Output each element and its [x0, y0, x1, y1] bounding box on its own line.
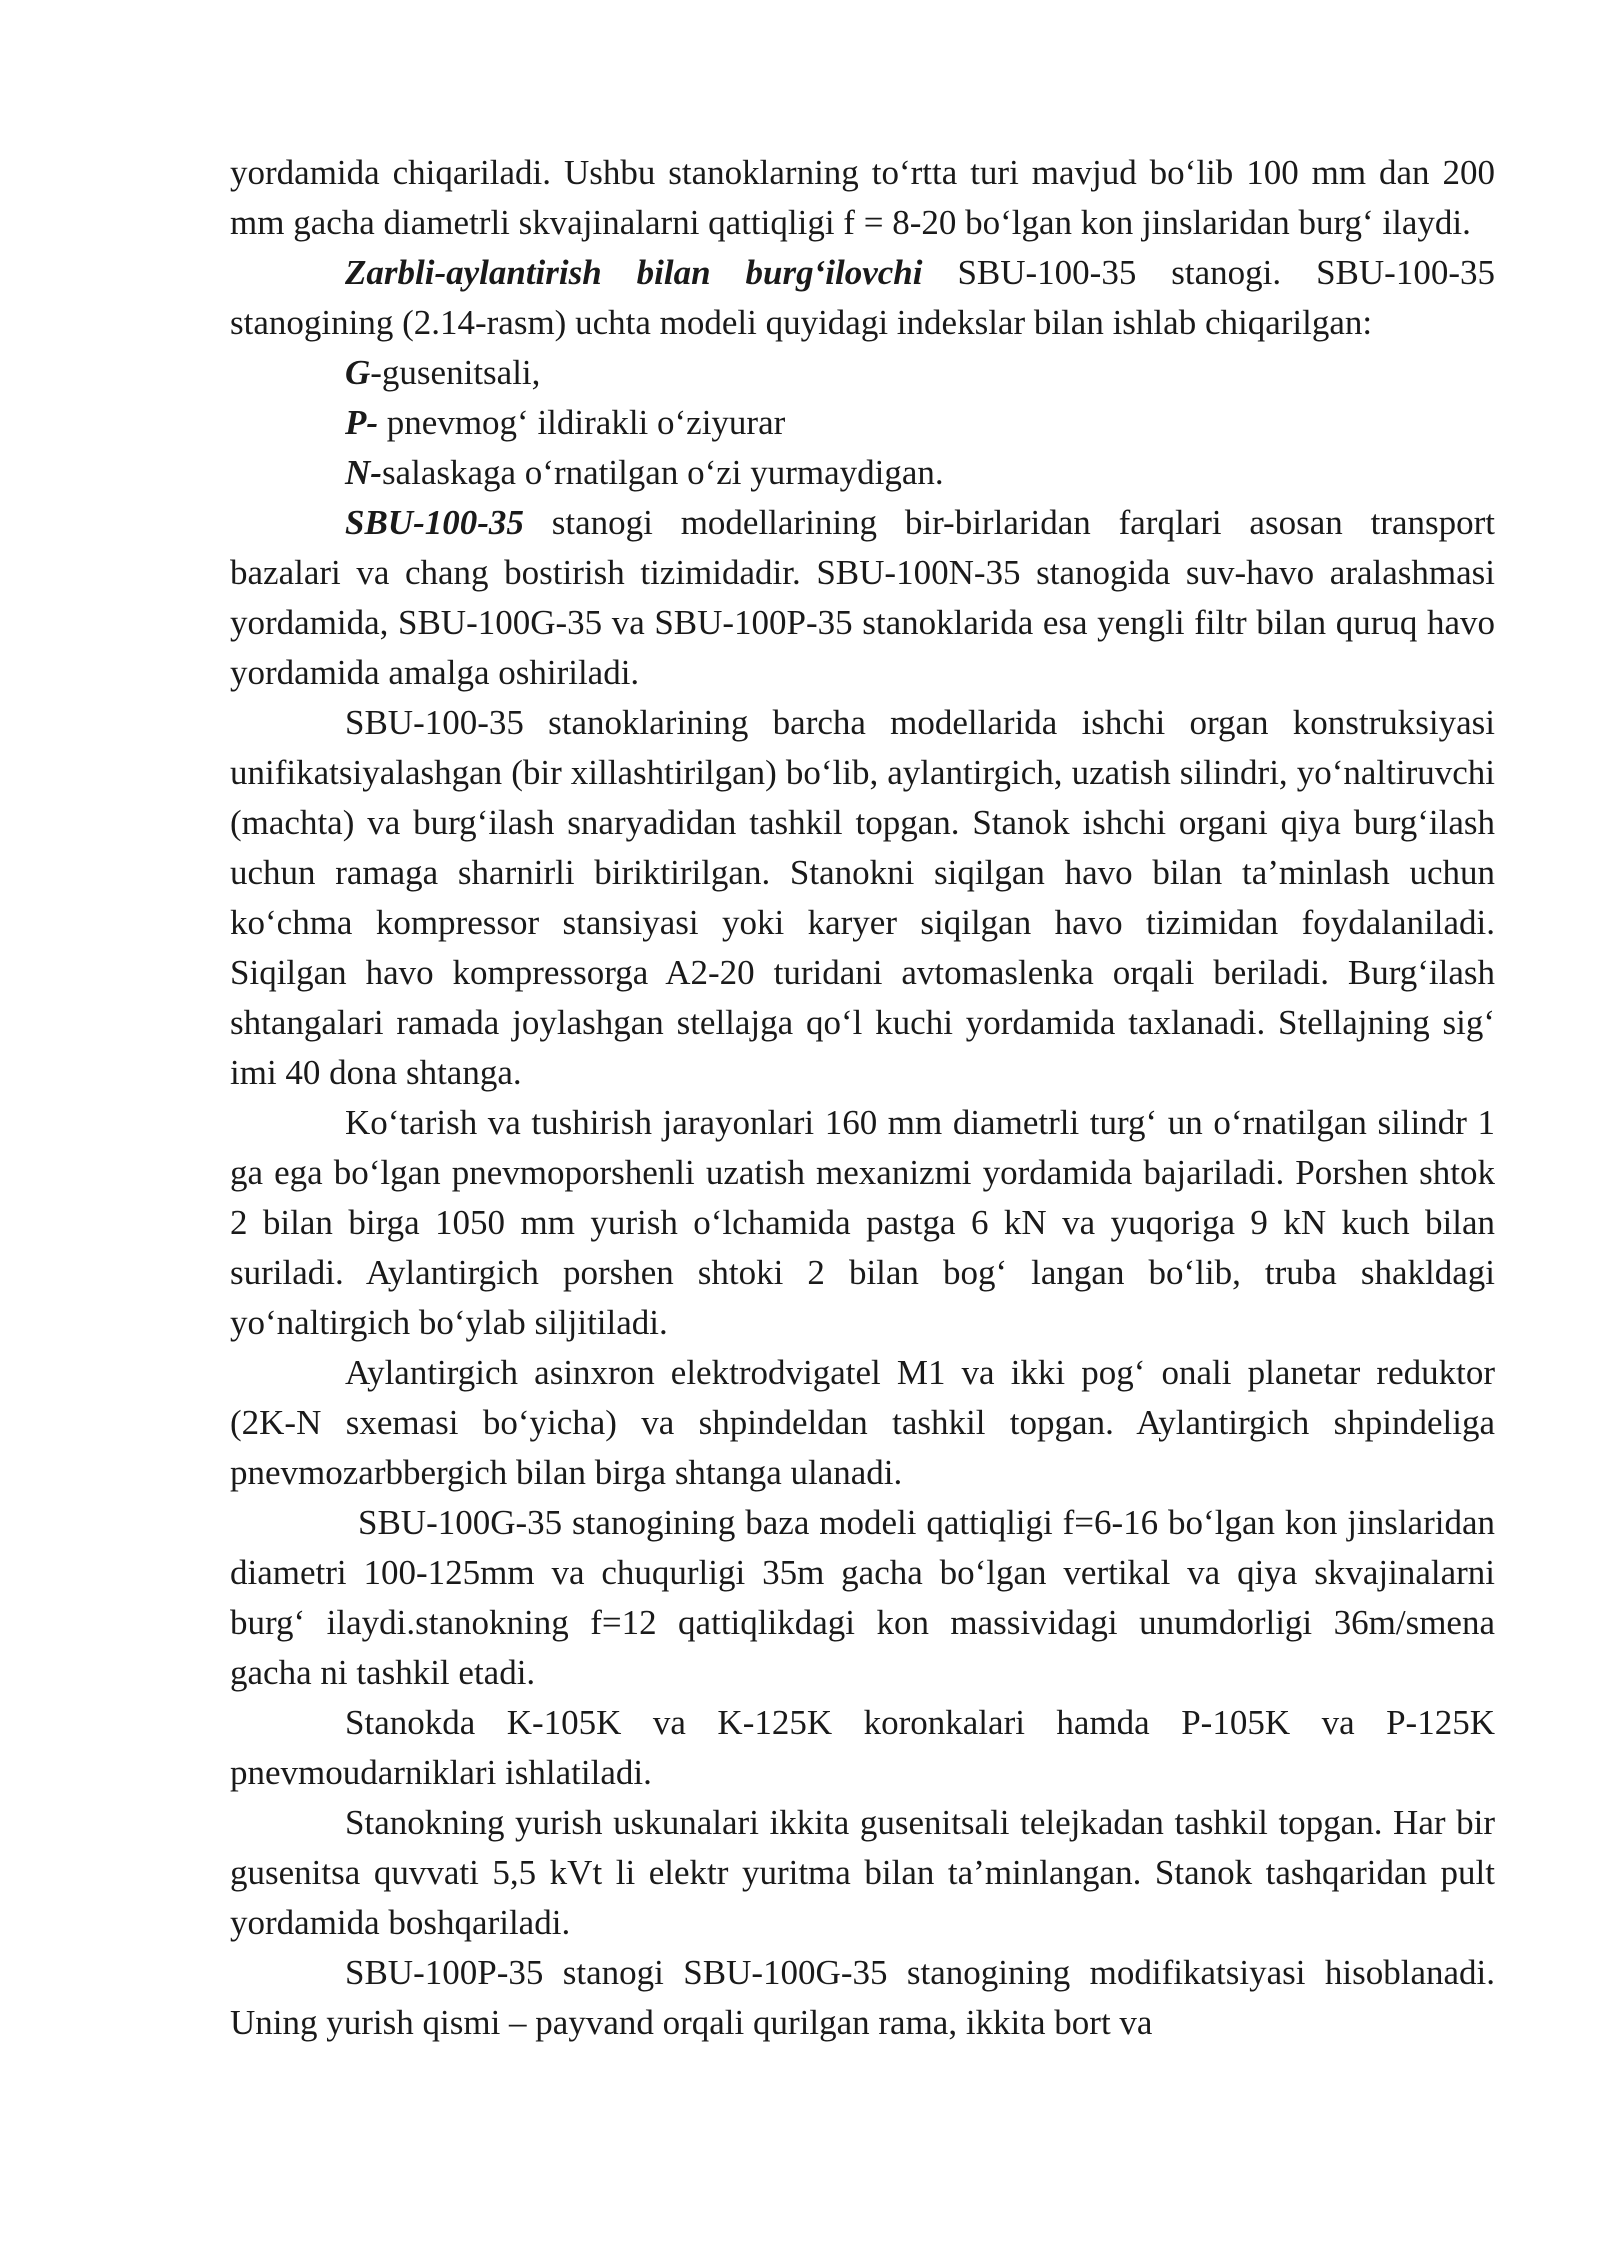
- document-page: [230, 148, 1495, 2048]
- paragraph-travel: Stanokning yurish uskunalari ikkita gusenitsali telejkadan tashkil topgan. Har bir gusenitsa quvvati 5,5 kVt li elektr yuritma bilan ta’minlangan. Stanok tashqaridan pult yordamida boshqariladi.: [230, 1803, 1495, 1942]
- paragraph-base-model: SBU-100G-35 stanogining baza modeli qattiqligi f=6-16 bo‘lgan kon jinslaridan diametri 100-125mm va chuqurligi 35m gacha bo‘lgan vertikal va qiya skvajinalarni burg‘ ilaydi.stanokning f=12 qattiqlikdagi kon massividagi unumdorligi 36m/smena gacha ni tashkil etadi.: [230, 1503, 1495, 1692]
- bold-italic-model: SBU-100-35: [345, 503, 524, 542]
- paragraph-text: SBU-100-35 stanogi. SBU-100-35 stanogining (2.14-rasm) uchta modeli quyidagi indekslar bilan ishlab chiqarilgan:: [230, 253, 1495, 342]
- paragraph-sbu-title: [230, 248, 1495, 348]
- paragraph-work-organ: SBU-100-35 stanoklarining barcha modellarida ishchi organ konstruksiyasi unifikatsiyalashgan (bir xillashtirilgan) bo‘lib, aylantirgich, uzatish silindri, yo‘naltiruvchi (machta) va burg‘ilash snaryadidan tashkil topgan. Stanok ishchi organi qiya burg‘ilash uchun ramaga sharnirli biriktirilgan. Stanokni siqilgan havo bilan ta’minlash uchun ko‘chma kompressor stansiyasi yoki karyer siqilgan havo tizimidan foydalaniladi. Siqilgan havo kompressorga A2-20 turidani avtomaslenka orqali beriladi. Burg‘ilash shtangalari ramada joylashgan stellajga qo‘l kuchi yordamida taxlanadi. Stellajning sig‘ imi 40 dona shtanga.: [230, 703, 1495, 1092]
- list-text: -gusenitsali,: [370, 353, 541, 392]
- paragraph-models: [230, 498, 1495, 698]
- list-key: G: [345, 353, 371, 392]
- paragraph-modification: SBU-100P-35 stanogi SBU-100G-35 stanogining modifikatsiyasi hisoblanadi. Uning yurish qismi – payvand orqali qurilgan rama, ikkita bort va: [230, 1953, 1495, 2042]
- paragraph-lifting: Ko‘tarish va tushirish jarayonlari 160 mm diametrli turg‘ un o‘rnatilgan silindr 1 ga ega bo‘lgan pnevmoporshenli uzatish mexanizmi yordamida bajariladi. Porshen shtok 2 bilan birga 1050 mm yurish o‘lchamida pastga 6 kN va yuqoriga 9 kN kuch bilan suriladi. Aylantirgich porshen shtoki 2 bilan bog‘ langan bo‘lib, truba shakldagi yo‘naltirgich bo‘ylab siljitiladi.: [230, 1103, 1495, 1342]
- paragraph-intro: yordamida chiqariladi. Ushbu stanoklarning to‘rtta turi mavjud bo‘lib 100 mm dan 200 mm gacha diametrli skvajinalarni qattiqligi f = 8-20 bo‘lgan kon jinslaridan burg‘ ilaydi.: [230, 153, 1495, 242]
- paragraph-rotator: Aylantirgich asinxron elektrodvigatel M1 va ikki pog‘ onali planetar reduktor (2K-N sxemasi bo‘yicha) va shpindeldan tashkil topgan. Aylantirgich shpindeliga pnevmozarbbergich bilan birga shtanga ulanadi.: [230, 1353, 1495, 1492]
- list-key: P-: [345, 403, 379, 442]
- list-text: pnevmog‘ ildirakli o‘ziyurar: [378, 403, 786, 442]
- list-item-p: [230, 398, 1495, 448]
- bold-italic-heading: Zarbli-aylantirish bilan burg‘ilovchi: [345, 253, 923, 292]
- list-item-g: [230, 348, 1495, 398]
- list-text: salaskaga o‘rnatilgan o‘zi yurmaydigan.: [381, 453, 944, 492]
- paragraph-text: stanogi modellarining bir-birlaridan farqlari asosan transport bazalari va chang bostirish tizimidadir. SBU-100N-35 stanogida suv-havo aralashmasi yordamida, SBU-100G-35 va SBU-100P-35 stanoklarida esa yengli filtr bilan quruq havo yordamida amalga oshiriladi.: [230, 503, 1495, 692]
- list-item-n: [230, 448, 1495, 498]
- list-key: N-: [345, 453, 382, 492]
- paragraph-bits: Stanokda K-105K va K-125K koronkalari hamda P-105K va P-125K pnevmoudarniklari ishlatiladi.: [230, 1703, 1495, 1792]
